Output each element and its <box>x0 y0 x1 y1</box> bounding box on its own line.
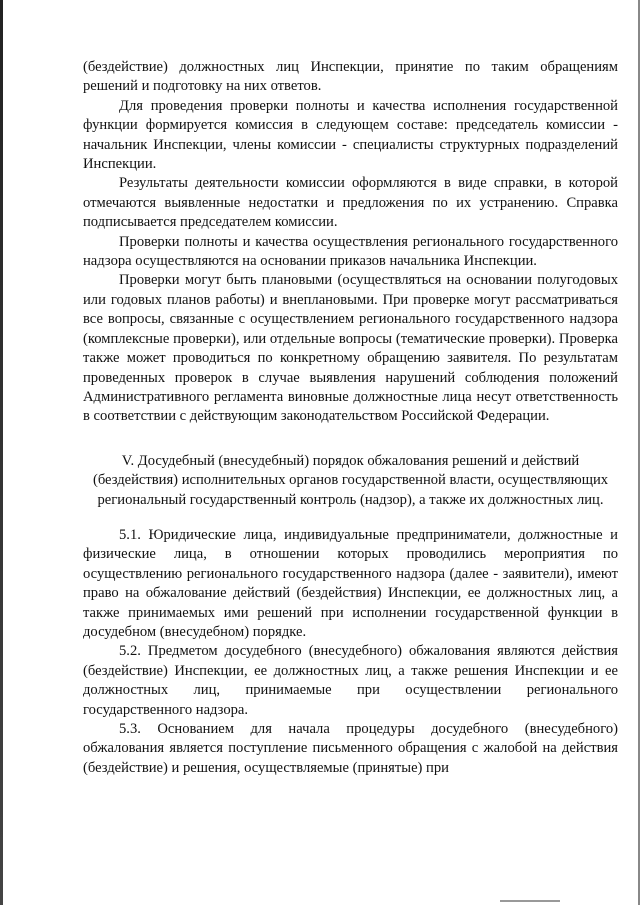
paragraph-5-1: 5.1. Юридические лица, индивидуальные предприниматели, должностные и физические лица, в отношении которых проводились мероприятия по осуществлению регионального государственного надзора (далее - заявители), имеют право на обжалование действий (бездействия) Инспекции, ее должностных лиц, а также принимаемых ими решений при исполнении государственной функции в досудебном (внесудебном) порядке. <box>83 526 618 640</box>
paragraph-commission-results: Результаты деятельности комиссии оформляются в виде справки, в которой отмечаются выявленные недостатки и предложения по их устранению. Справка подписывается председателем комиссии. <box>83 175 618 231</box>
paragraph-inspection-orders: Проверки полноты и качества осуществления регионального государственного надзора осуществляются на основании приказов начальника Инспекции. <box>83 233 618 270</box>
section-heading: V. Досудебный (внесудебный) порядок обжалования решений и действий (бездействия) исполнительных органов государственной власти, осуществляющих региональный государственный контроль (надзор), а также их должностных лиц. <box>92 452 609 508</box>
scan-artifact <box>500 900 560 902</box>
paragraph-5-2: 5.2. Предметом досудебного (внесудебного) обжалования являются действия (бездействие) Инспекции, ее должностных лиц, а также решения Инспекции и ее должностных лиц, принимаемые при осуществлении регионального государственного надзора. <box>83 643 618 718</box>
paragraph-5-3: 5.3. Основанием для начала процедуры досудебного (внесудебного) обжалования является поступление письменного обращения с жалобой на действия (бездействие) и решения, осуществляемые (принятые) при <box>83 721 618 776</box>
scan-edge-left <box>0 0 3 905</box>
paragraph-continuation: (бездействие) должностных лиц Инспекции, принятие по таким обращениям решений и подготовку на них ответов. <box>83 59 618 95</box>
paragraph-commission: Для проведения проверки полноты и качества исполнения государственной функции формируется комиссия в следующем составе: председатель комиссии - начальник Инспекции, члены комиссии - специалисты структурных подразделений Инспекции. <box>83 97 618 173</box>
paragraph-inspection-types: Проверки могут быть плановыми (осуществляться на основании полугодовых или годовых планов работы) и внеплановыми. При проверке могут рассматриваться все вопросы, связанные с осуществлением регионального государственного надзора (комплексные проверки), или отдельные вопросы (тематические проверки). Проверка также может проводиться по конкретному обращению заявителя. По результатам проведенных проверок в случае выявления нарушений соблюдения положений Административного регламента виновные должностные лица несут ответственность в соответствии с действующим законодательством Российской Федерации. <box>83 272 618 425</box>
